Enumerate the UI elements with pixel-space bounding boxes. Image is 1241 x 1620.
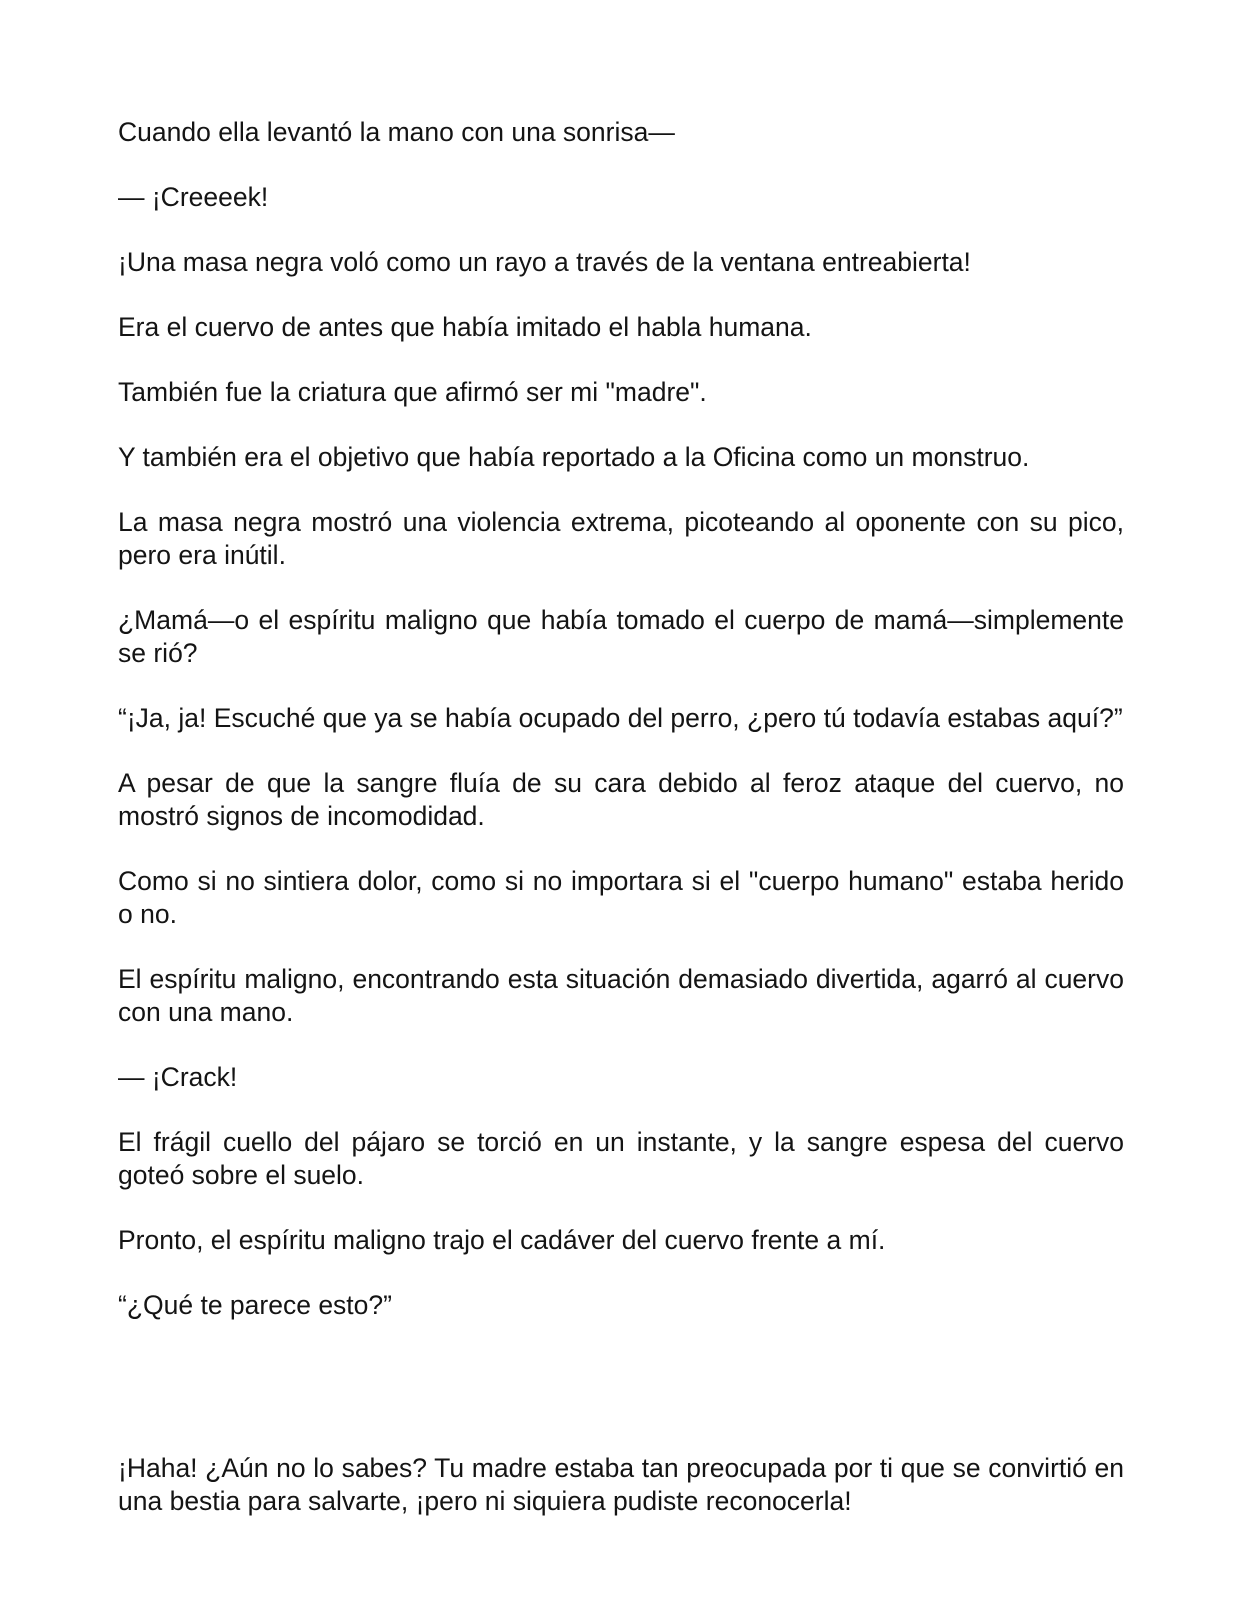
blank-space — [118, 1354, 1124, 1452]
paragraph: El espíritu maligno, encontrando esta situación demasiado divertida, agarró al cuervo con una mano. — [118, 964, 1124, 1027]
paragraph: ¡Una masa negra voló como un rayo a través de la ventana entreabierta! — [118, 247, 971, 277]
paragraph: A pesar de que la sangre fluía de su cara debido al feroz ataque del cuervo, no mostró signos de incomodidad. — [118, 768, 1124, 831]
document-body — [118, 116, 1124, 1550]
paragraph: Y también era el objetivo que había reportado a la Oficina como un monstruo. — [118, 442, 1030, 472]
paragraph: “¿Qué te parece esto?” — [118, 1290, 392, 1320]
paragraph: ¿Mamá—o el espíritu maligno que había tomado el cuerpo de mamá—simplemente se rió? — [118, 605, 1124, 668]
paragraph: — ¡Creeeek! — [118, 182, 269, 212]
paragraph: La masa negra mostró una violencia extrema, picoteando al oponente con su pico, pero era inútil. — [118, 507, 1124, 570]
paragraph: Cuando ella levantó la mano con una sonrisa— — [118, 117, 675, 147]
paragraph: “¡Ja, ja! Escuché que ya se había ocupado del perro, ¿pero tú todavía estabas aquí?” — [118, 703, 1123, 733]
paragraph: ¡Haha! ¿Aún no lo sabes? Tu madre estaba tan preocupada por ti que se convirtió en una bestia para salvarte, ¡pero ni siquiera pudiste reconocerla! — [118, 1453, 1124, 1516]
paragraph: Como si no sintiera dolor, como si no importara si el "cuerpo humano" estaba herido o no. — [118, 866, 1124, 929]
paragraph: El frágil cuello del pájaro se torció en un instante, y la sangre espesa del cuervo goteó sobre el suelo. — [118, 1127, 1124, 1190]
paragraph: — ¡Crack! — [118, 1062, 238, 1092]
paragraph: También fue la criatura que afirmó ser mi "madre". — [118, 377, 707, 407]
paragraph: Pronto, el espíritu maligno trajo el cadáver del cuervo frente a mí. — [118, 1225, 886, 1255]
paragraph: Era el cuervo de antes que había imitado el habla humana. — [118, 312, 812, 342]
